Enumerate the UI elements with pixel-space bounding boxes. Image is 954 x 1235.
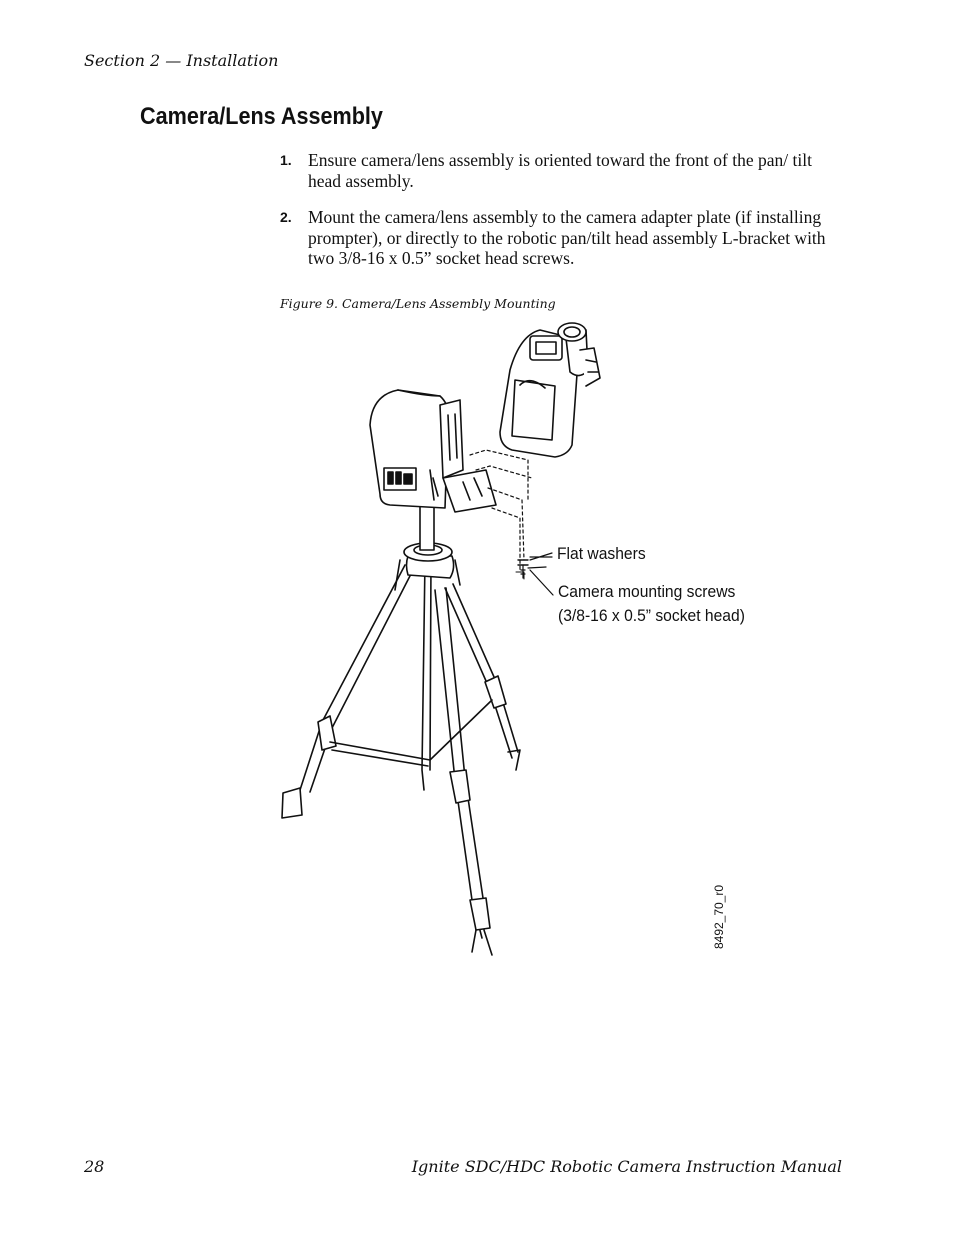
figure-id: 8492_70_r0 [712, 884, 726, 950]
page-number: 28 [84, 1157, 105, 1176]
tripod-legs [282, 560, 520, 955]
camera-tripod-illustration [270, 315, 770, 975]
figure-caption: Figure 9. Camera/Lens Assembly Mounting [280, 296, 556, 311]
step-1 [280, 150, 845, 191]
leader-lines [528, 553, 553, 595]
callout-line: Camera mounting screws [558, 582, 736, 601]
step-text: Ensure camera/lens assembly is oriented toward the front of the pan/ tilt head assembly. [308, 150, 812, 191]
callout-mounting-screws [558, 580, 745, 628]
screws-and-washers [516, 560, 528, 579]
callout-flat-washers: Flat washers [557, 544, 646, 563]
camera-body [500, 323, 600, 457]
callout-line: (3/8-16 x 0.5” socket head) [558, 606, 745, 625]
step-2 [280, 207, 845, 269]
step-text: Mount the camera/lens assembly to the camera adapter plate (if installing prompter), or directly to the robotic pan/tilt head assembly L-bracket with two 3/8-16 x 0.5” socket head screws. [308, 207, 826, 268]
instruction-steps [280, 150, 845, 285]
step-number: 2. [280, 209, 292, 225]
alignment-lines [470, 450, 532, 570]
section-title: Camera/Lens Assembly [140, 103, 383, 130]
running-head: Section 2 — Installation [84, 51, 279, 70]
manual-title: Ignite SDC/HDC Robotic Camera Instruction Manual [411, 1157, 842, 1176]
step-number: 1. [280, 152, 292, 168]
